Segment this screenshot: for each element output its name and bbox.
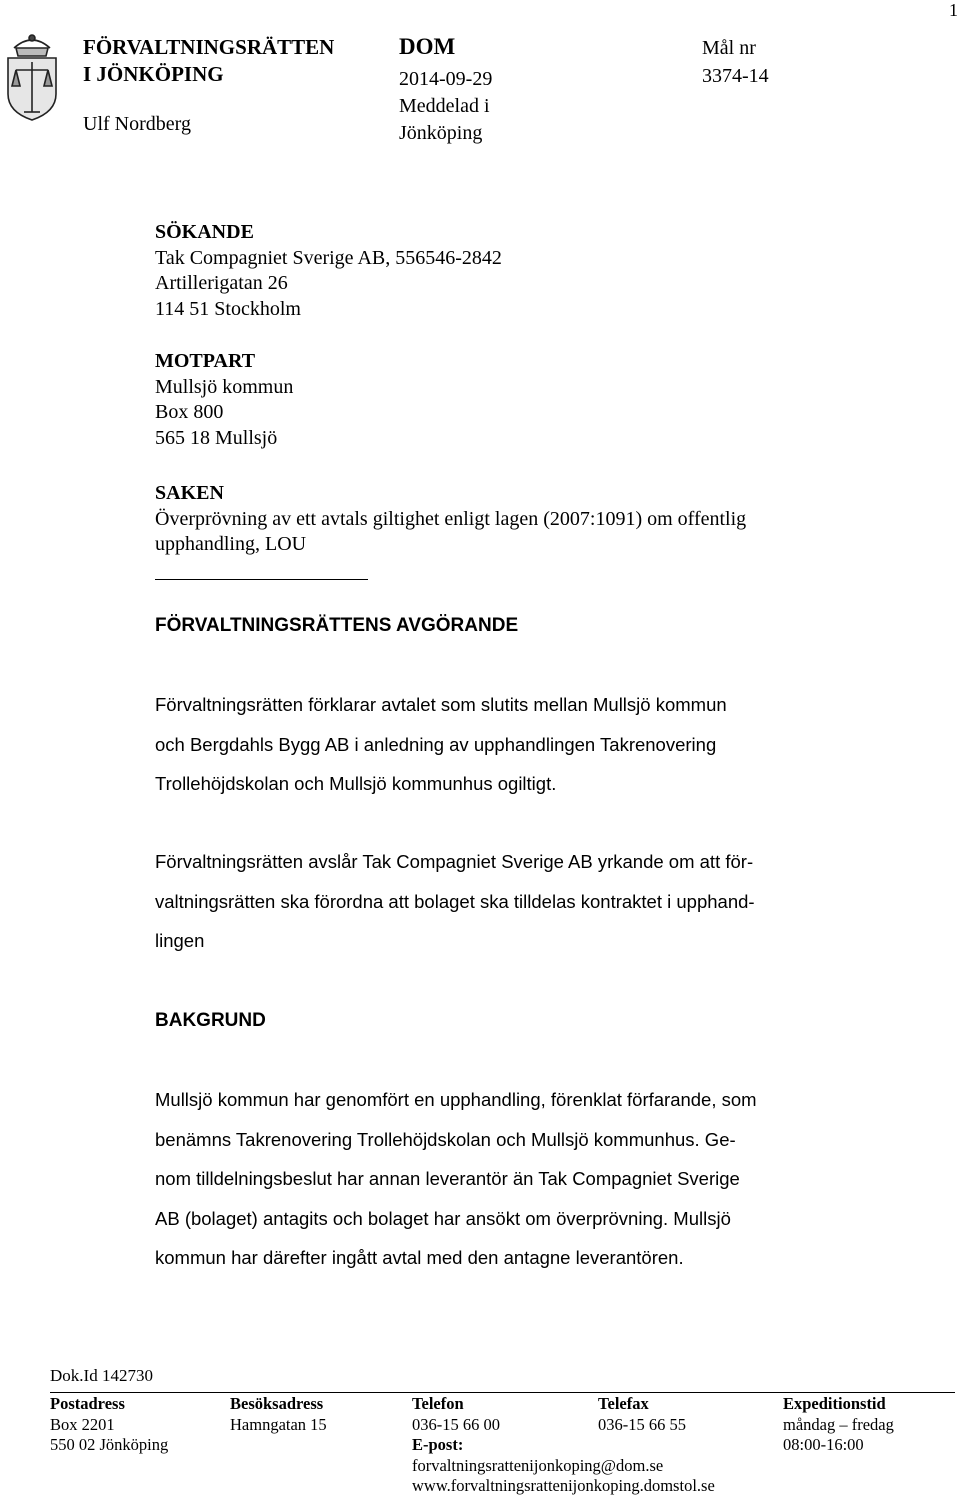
judge-name: Ulf Nordberg bbox=[83, 113, 191, 135]
matter-line1: Överprövning av ett avtals giltighet enligt lagen (2007:1091) om offentlig bbox=[155, 507, 747, 530]
phone-heading: Telefon bbox=[412, 1394, 464, 1413]
footer-fax bbox=[598, 1394, 686, 1435]
paragraph-line: kommun har därefter ingått avtal med den antagne leverantören. bbox=[155, 1247, 684, 1268]
document-meta bbox=[399, 66, 492, 147]
document-type: DOM bbox=[399, 34, 456, 59]
page-number: 1 bbox=[949, 0, 958, 20]
decision-heading: FÖRVALTNINGSRÄTTENS AVGÖRANDE bbox=[155, 615, 519, 636]
visit-line1: Hamngatan 15 bbox=[230, 1414, 327, 1434]
delivered-label: Meddelad i bbox=[399, 95, 490, 117]
counterparty-street: Box 800 bbox=[155, 401, 224, 423]
footer-hours bbox=[783, 1394, 894, 1456]
paragraph-line: benämns Takrenovering Trollehöjdskolan och Mullsjö kommunhus. Ge- bbox=[155, 1128, 736, 1150]
hours-heading: Expeditionstid bbox=[783, 1394, 886, 1413]
postal-line2: 550 02 Jönköping bbox=[50, 1435, 169, 1454]
postal-heading: Postadress bbox=[50, 1394, 125, 1413]
background-heading: BAKGRUND bbox=[155, 1010, 266, 1031]
paragraph-line: AB (bolaget) antagits och bolaget har ansökt om överprövning. Mullsjö bbox=[155, 1207, 731, 1229]
counterparty-city: 565 18 Mullsjö bbox=[155, 426, 278, 449]
paragraph-line: och Bergdahls Bygg AB i anledning av upphandlingen Takrenovering bbox=[155, 733, 717, 755]
court-emblem-icon bbox=[0, 30, 64, 122]
counterparty-name: Mullsjö kommun bbox=[155, 375, 294, 398]
footer-rule bbox=[50, 1392, 955, 1393]
decision-paragraph-1 bbox=[155, 685, 855, 804]
document-id: Dok.Id 142730 bbox=[50, 1366, 153, 1385]
paragraph-line: Trollehöjdskolan och Mullsjö kommunhus ogiltigt. bbox=[155, 773, 557, 794]
paragraph-line: lingen bbox=[155, 930, 205, 951]
case-info bbox=[702, 34, 769, 90]
paragraph-line: valtningsrätten ska förordna att bolaget ska tilldelas kontraktet i upphand- bbox=[155, 890, 755, 912]
email-label: E-post: bbox=[412, 1435, 464, 1454]
case-number: 3374-14 bbox=[702, 65, 769, 87]
phone-number: 036-15 66 00 bbox=[412, 1414, 500, 1434]
delivered-place: Jönköping bbox=[399, 122, 483, 144]
matter-line2: upphandling, LOU bbox=[155, 533, 307, 555]
court-name-line2: I JÖNKÖPING bbox=[83, 62, 224, 86]
applicant-city: 114 51 Stockholm bbox=[155, 297, 301, 320]
applicant-street: Artillerigatan 26 bbox=[155, 272, 288, 294]
website-link[interactable]: www.forvaltningsrattenijonkoping.domstol.se bbox=[412, 1476, 715, 1495]
footer-visit bbox=[230, 1394, 327, 1435]
decision-date: 2014-09-29 bbox=[399, 68, 493, 90]
paragraph-line: nom tilldelningsbeslut har annan leverantör än Tak Compagniet Sverige bbox=[155, 1168, 740, 1189]
case-number-label: Mål nr bbox=[702, 37, 756, 59]
fax-heading: Telefax bbox=[598, 1394, 649, 1413]
matter-block bbox=[155, 481, 746, 558]
footer-postal bbox=[50, 1394, 168, 1456]
separator-line bbox=[155, 579, 368, 580]
counterparty-heading: MOTPART bbox=[155, 350, 256, 372]
visit-heading: Besöksadress bbox=[230, 1394, 324, 1413]
email-link[interactable]: forvaltningsrattenijonkoping@dom.se bbox=[412, 1455, 664, 1475]
hours-days: måndag – fredag bbox=[783, 1414, 894, 1434]
applicant-block bbox=[155, 220, 502, 322]
paragraph-line: Förvaltningsrätten avslår Tak Compagniet Sverige AB yrkande om att för- bbox=[155, 851, 754, 872]
applicant-name: Tak Compagniet Sverige AB, 556546-2842 bbox=[155, 246, 502, 269]
fax-number: 036-15 66 55 bbox=[598, 1414, 686, 1434]
paragraph-line: Förvaltningsrätten förklarar avtalet som slutits mellan Mullsjö kommun bbox=[155, 694, 727, 715]
counterparty-block bbox=[155, 349, 293, 451]
matter-heading: SAKEN bbox=[155, 482, 224, 504]
background-paragraph bbox=[155, 1080, 855, 1278]
decision-paragraph-2 bbox=[155, 842, 855, 961]
hours-time: 08:00-16:00 bbox=[783, 1435, 864, 1454]
postal-line1: Box 2201 bbox=[50, 1414, 115, 1434]
court-name-line1: FÖRVALTNINGSRÄTTEN bbox=[83, 35, 335, 59]
court-name bbox=[83, 34, 334, 88]
paragraph-line: Mullsjö kommun har genomfört en upphandling, förenklat förfarande, som bbox=[155, 1089, 757, 1110]
applicant-heading: SÖKANDE bbox=[155, 221, 254, 243]
